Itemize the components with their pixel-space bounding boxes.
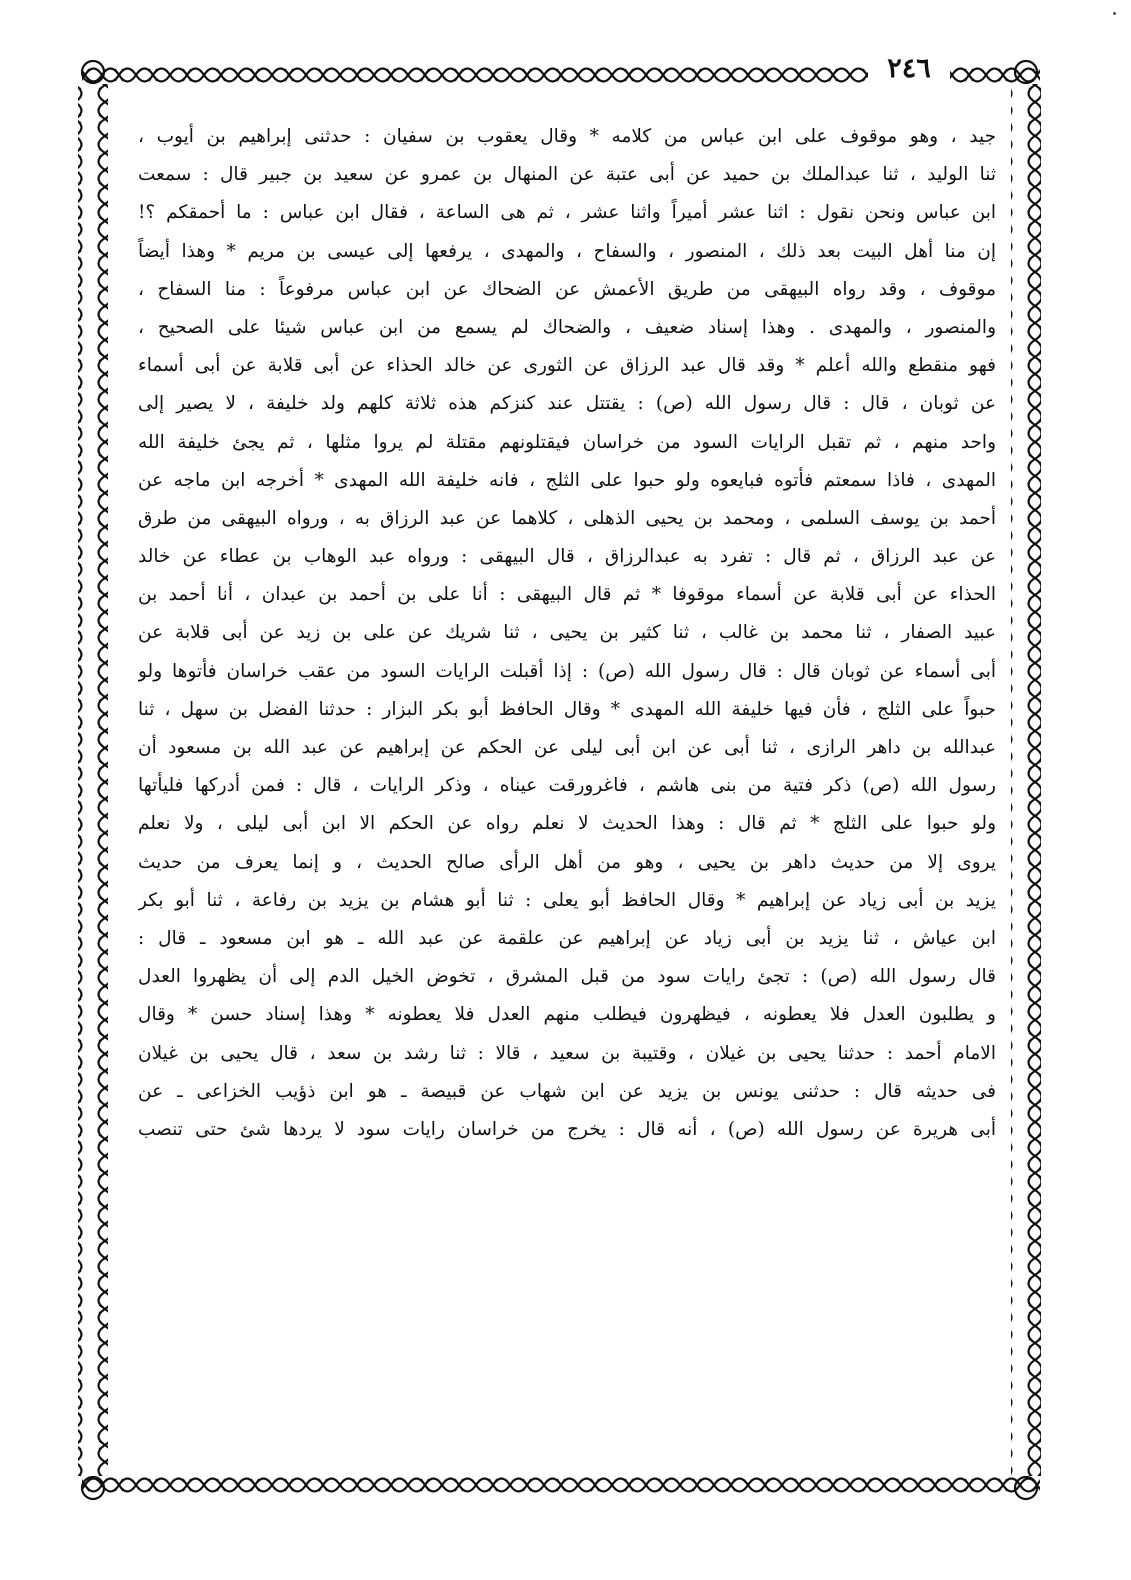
text-line: المهدى ، فاذا سمعتم فأتوه فبايعوه ولو حبوا على الثلج ، فانه خليفة الله المهدى * أخرجه ابن ماجه عن [138,469,996,491]
text-line: ثنا الوليد ، ثنا عبدالملك بن حميد عن أبى عتبة عن المنهال بن عمرو عن سعيد بن جبير قال : سمعت [138,164,996,186]
text-line: يروى إلا من حديث داهر بن يحيى ، وهو من أهل الرأى صالح الحديث ، و إنما يعرف من حديث [138,851,996,873]
text-line: والمنصور ، والمهدى . وهذا إسناد ضعيف ، والضحاك لم يسمع من ابن عباس شيئا على الصحيح ، [138,316,996,338]
text-line: الامام أحمد : حدثنا يحيى بن غيلان ، وقتيبة بن سعيد ، قالا : ثنا رشد بن سعد ، قال يحيى بن غيلان [138,1042,996,1064]
text-line: ابن عباس ونحن نقول : اثنا عشر أميراً واثنا عشر ، ثم هى الساعة ، فقال ابن عباس : ما أحمقكم ؟! [138,202,996,224]
text-line: فهو منقطع والله أعلم * وقد قال عبد الرزاق عن الثورى عن خالد الحذاء عن أبى قلابة عن أبى أسماء [138,355,996,377]
page-text-body [138,118,996,1458]
page-number: ٢٤٦ [868,52,950,86]
text-line: قال رسول الله (ص) : تجئ رايات سود من قبل المشرق ، تخوض الخيل الدم إلى أن يظهروا العدل [138,966,996,988]
text-line: رسول الله (ص) ذكر فتية من بنى هاشم ، فاغرورقت عيناه ، وذكر الرايات ، قال : فمن أدركها فليأتها [138,775,996,797]
text-line: إن منا أهل البيت بعد ذلك ، المنصور ، والسفاح ، والمهدى ، يرفعها إلى عيسى بن مريم * وهذا أيضاً [138,240,996,262]
text-line: حبواً على الثلج ، فأن فيها خليفة الله المهدى * وقال الحافظ أبو بكر البزار : حدثنا الفضل بن سهل ، ثنا [138,698,996,720]
text-line: أبى أسماء عن ثوبان قال : قال رسول الله (ص) : إذا أقبلت الرايات السود من عقب خراسان فأتوها ولو [138,660,996,682]
text-line: و يطلبون العدل فلا يعطونه ، فيظهرون فيطلب منهم العدل فلا يعطونه * وهذا إسناد حسن * وقال [138,1004,996,1026]
text-line: ابن عياش ، ثنا يزيد بن أبى زياد عن إبراهيم عن علقمة عن عبد الله ـ هو ابن مسعود ـ قال : [138,927,996,949]
text-line: ولو حبوا على الثلج * ثم قال : وهذا الحديث لا نعلم رواه عن الحكم الا ابن أبى ليلى ، ولا نعلم [138,813,996,835]
text-line: عبدالله بن داهر الرازى ، ثنا أبى عن ابن أبى ليلى عن الحكم عن إبراهيم عن عبد الله بن مسعود أن [138,737,996,758]
text-line: واحد منهم ، ثم تقبل الرايات السود من خراسان فيقتلونهم مقتلة لم يروا مثلها ، ثم يجئ خليفة الله [138,431,996,453]
text-line: عن ثوبان ، قال : قال رسول الله (ص) : يقتتل عند كنزكم هذه ثلاثة كلهم ولد خليفة ، لا يصير إلى [138,393,996,415]
text-line: الحذاء عن أبى قلابة عن أسماء موقوفا * ثم قال البيهقى : أنا على بن أحمد بن عبدان ، أنا أحمد بن [138,584,996,606]
text-line: أبى هريرة عن رسول الله (ص) ، أنه قال : يخرج من خراسان رايات سود لا يردها شئ حتى تنصب [138,1118,996,1140]
text-line: عن عبد الرزاق ، ثم قال : تفرد به عبدالرزاق ، قال البيهقى : ورواه عبد الوهاب بن عطاء عن خالد [138,546,996,568]
text-line: يزيد بن أبى زياد عن إبراهيم * وقال الحافظ أبو يعلى : ثنا أبو هشام بن يزيد بن رفاعة ، ثنا أبو بكر [138,889,996,911]
text-line: أحمد بن يوسف السلمى ، ومحمد بن يحيى الذهلى ، كلاهما عن عبد الرزاق به ، ورواه البيهقى من طرق [138,507,996,529]
text-line: جيد ، وهو موقوف على ابن عباس من كلامه * وقال يعقوب بن سفيان : حدثنى إبراهيم بن أيوب ، [138,126,996,147]
text-line: موقوف ، وقد رواه البيهقى من طريق الأعمش عن الضحاك عن ابن عباس مرفوعاً : منا السفاح ، [138,278,996,300]
text-line: عبيد الصفار ، ثنا محمد بن غالب ، ثنا كثير بن يحيى ، ثنا شريك عن على بن زيد عن أبى قلابة عن [138,622,996,644]
scan-speck [1113,12,1116,15]
text-line: فى حديثه قال : حدثنى يونس بن يزيد عن ابن شهاب عن قبيصة ـ هو ابن ذؤيب الخزاعى ـ عن [138,1080,996,1102]
